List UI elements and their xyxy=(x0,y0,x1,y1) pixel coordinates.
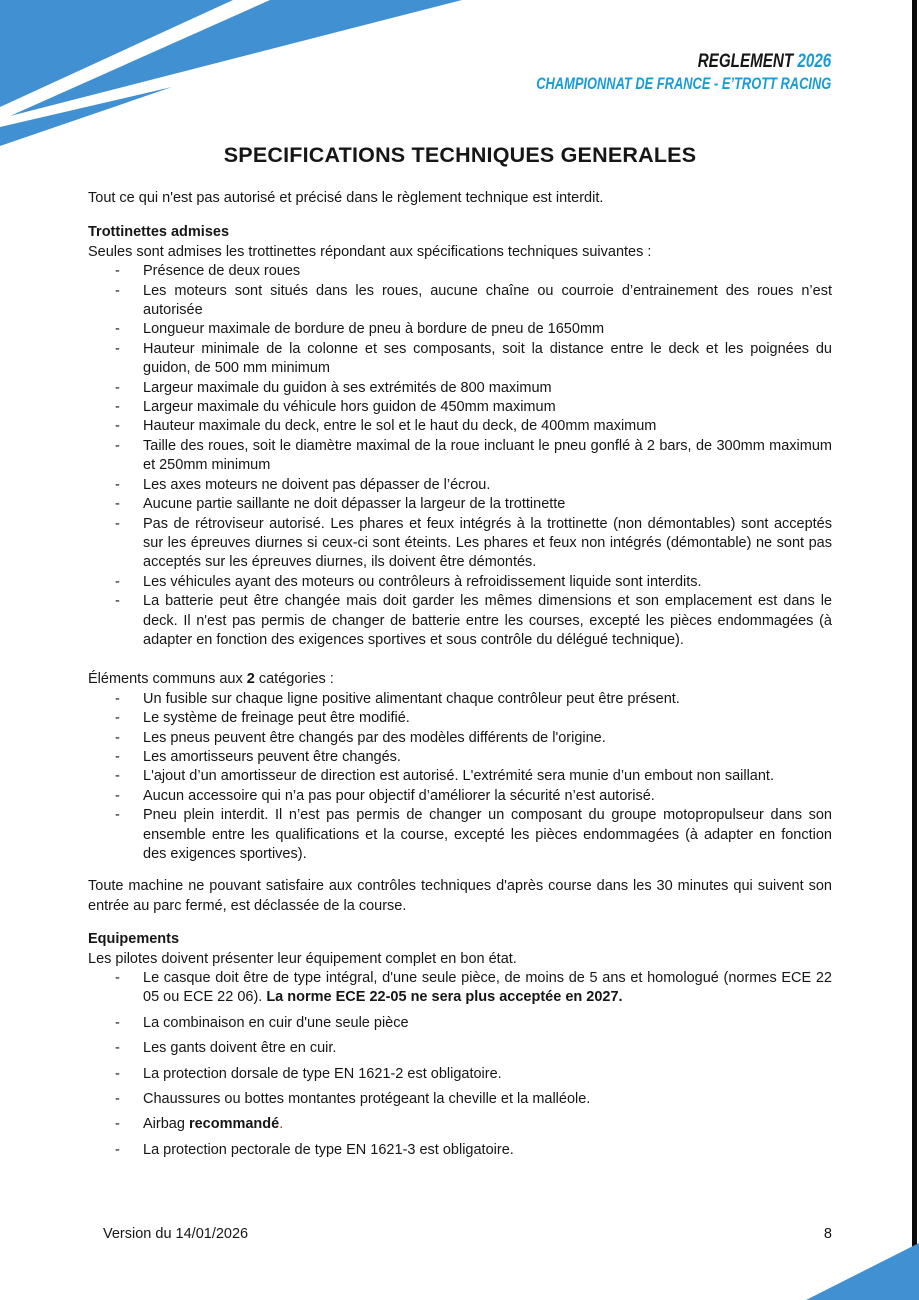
list-item xyxy=(115,1090,832,1109)
list-item-text: Chaussures ou bottes montantes protégeant la cheville et la malléole. xyxy=(143,1091,591,1108)
dash-bullet: - xyxy=(115,437,120,454)
list-item-text: Largeur maximale du véhicule hors guidon de 450mm maximum xyxy=(143,399,556,416)
intro-paragraph: Tout ce qui n'est pas autorisé et précisé dans le règlement technique est interdit. xyxy=(88,190,604,206)
dash-bullet: - xyxy=(115,1091,120,1108)
list-item-text: L'ajout d’un amortisseur de direction est autorisé. L'extrémité sera munie d’un embout non saillant. xyxy=(143,768,774,785)
parc-ferme-note: Toute machine ne pouvant satisfaire aux contrôles techniques d'après course dans les 30 minutes qui suivent son entrée au parc fermé, est déclassée de la course. xyxy=(88,878,832,914)
equipements-lead: Les pilotes doivent présenter leur équipement complet en bon état. xyxy=(88,950,517,967)
header-year: 2026 xyxy=(797,50,831,72)
dash-bullet: - xyxy=(115,496,120,513)
list-item xyxy=(115,437,832,476)
list-item xyxy=(115,282,832,321)
dash-bullet: - xyxy=(115,321,120,338)
list-item xyxy=(115,592,832,650)
list-item-text: Aucun accessoire qui n’a pas pour objectif d’améliorer la sécurité n’est autorisé. xyxy=(143,787,655,804)
right-edge-line xyxy=(912,0,917,1248)
list-item xyxy=(115,476,832,495)
communs-list xyxy=(88,690,832,865)
list-item-text: Le système de freinage peut être modifié. xyxy=(143,710,410,727)
dash-bullet: - xyxy=(115,787,120,804)
list-item-text: Pneu plein interdit. Il n’est pas permis de changer un composant du groupe motopropulseur dans son ensemble entre les qualifications et la course, excepté les pièces endommagées (à adapter en fonction des exigences sportives). xyxy=(143,807,832,862)
list-item xyxy=(115,729,832,748)
dash-bullet: - xyxy=(115,1040,120,1057)
list-item-text: La combinaison en cuir d'une seule pièce xyxy=(143,1014,409,1031)
list-item-text: Un fusible sur chaque ligne positive alimentant chaque contrôleur peut être présent. xyxy=(143,690,680,707)
trottinettes-list xyxy=(88,262,832,650)
list-item xyxy=(115,806,832,864)
dash-bullet: - xyxy=(115,807,120,824)
list-item-text: Les axes moteurs ne doivent pas dépasser de l’écrou. xyxy=(143,476,491,493)
list-item-text: Largeur maximale du guidon à ses extrémités de 800 maximum xyxy=(143,379,552,396)
page-number: 8 xyxy=(823,1226,832,1242)
dash-bullet: - xyxy=(115,1065,120,1082)
list-item xyxy=(115,1039,832,1058)
dash-bullet: - xyxy=(115,379,120,396)
list-item-text: Hauteur maximale du deck, entre le sol et le haut du deck, de 400mm maximum xyxy=(143,418,657,435)
dash-bullet: - xyxy=(115,729,120,746)
list-item xyxy=(115,709,832,728)
dash-bullet: - xyxy=(115,593,120,610)
list-item xyxy=(115,320,832,339)
list-item-text: Longueur maximale de bordure de pneu à bordure de pneu de 1650mm xyxy=(143,321,605,338)
list-item-text: Aucune partie saillante ne doit dépasser la largeur de la trottinette xyxy=(143,496,566,513)
dash-bullet: - xyxy=(115,748,120,765)
list-item xyxy=(115,495,832,514)
list-item-text: La protection dorsale de type EN 1621-2 est obligatoire. xyxy=(143,1065,502,1082)
list-item xyxy=(115,1014,832,1033)
list-item xyxy=(115,748,832,767)
dash-bullet: - xyxy=(115,263,120,280)
list-item xyxy=(115,379,832,398)
list-item-text: La batterie peut être changée mais doit garder les mêmes dimensions et son emplacement est dans le deck. Il n'est pas permis de changer de batterie entre les courses, excepté les pièces endommagées (à adapter en fonction des exigences sportives et sous contrôle du délégué technique). xyxy=(143,593,832,648)
dash-bullet: - xyxy=(115,399,120,416)
communs-heading: Éléments communs aux 2 catégories : xyxy=(88,671,334,688)
list-item-text: La protection pectorale de type EN 1621-3 est obligatoire. xyxy=(143,1141,514,1158)
header-reglement-label: REGLEMENT xyxy=(697,50,793,72)
dash-bullet: - xyxy=(115,710,120,727)
version-label: Version du 14/01/2026 xyxy=(103,1226,249,1242)
list-item xyxy=(115,515,832,573)
list-item xyxy=(115,1115,832,1134)
list-item xyxy=(115,1141,832,1160)
bottom-right-triangle xyxy=(806,1243,919,1300)
list-item xyxy=(115,398,832,417)
list-item-text: Les gants doivent être en cuir. xyxy=(143,1040,337,1057)
page-footer xyxy=(103,1226,832,1242)
list-item-text: Pas de rétroviseur autorisé. Les phares et feux intégrés à la trottinette (non démontables) sont acceptés sur les épreuves diurnes si ceux-ci sont éteints. Les phares et feux non intégrés (démontable) ne sont pas acceptés sur les épreuves diurnes, ils doivent être démontés. xyxy=(143,515,832,571)
list-item-text: Le casque doit être de type intégral, d'une seule pièce, de moins de 5 ans et homologué (normes ECE 22 05 ou ECE 22 06). La norme ECE 22-05 ne sera plus acceptée en 2027. xyxy=(143,970,832,1006)
list-item xyxy=(115,262,832,281)
list-item-text: Les moteurs sont situés dans les roues, aucune chaîne ou courroie d’entrainement des roues n’est autorisée xyxy=(143,282,832,319)
dash-bullet: - xyxy=(115,418,120,435)
dash-bullet: - xyxy=(115,768,120,785)
list-item-text: Les véhicules ayant des moteurs ou contrôleurs à refroidissement liquide sont interdits. xyxy=(143,573,702,590)
list-item-text: Hauteur minimale de la colonne et ses composants, soit la distance entre le deck et les poignées du guidon, de 500 mm minimum xyxy=(143,340,832,377)
dash-bullet: - xyxy=(115,1141,120,1158)
equipements-list xyxy=(88,969,832,1160)
list-item xyxy=(115,417,832,436)
list-item-text: Présence de deux roues xyxy=(143,263,301,280)
page-title: SPECIFICATIONS TECHNIQUES GENERALES xyxy=(223,143,697,167)
list-item xyxy=(115,969,832,1008)
list-item-text: Les pneus peuvent être changés par des modèles différents de l'origine. xyxy=(143,729,606,746)
list-item xyxy=(115,1065,832,1084)
dash-bullet: - xyxy=(115,282,120,299)
list-item-text: Taille des roues, soit le diamètre maximal de la roue incluant le pneu gonflé à 2 bars, de 300mm maximum et 250mm minimum xyxy=(143,437,832,474)
list-item-text: Airbag recommandé. xyxy=(143,1116,284,1133)
dash-bullet: - xyxy=(115,1014,120,1031)
trottinettes-heading: Trottinettes admises xyxy=(88,224,230,241)
list-item xyxy=(115,767,832,786)
trottinettes-lead: Seules sont admises les trottinettes répondant aux spécifications techniques suivantes : xyxy=(88,243,652,260)
dash-bullet: - xyxy=(115,573,120,590)
list-item-text: Les amortisseurs peuvent être changés. xyxy=(143,748,401,765)
dash-bullet: - xyxy=(115,690,120,707)
dash-bullet: - xyxy=(115,970,120,987)
list-item xyxy=(115,340,832,379)
header-championship-line: CHAMPIONNAT DE FRANCE - E’TROTT RACING xyxy=(535,75,831,94)
list-item xyxy=(115,573,832,592)
dash-bullet: - xyxy=(115,476,120,493)
dash-bullet: - xyxy=(115,340,120,357)
list-item xyxy=(115,787,832,806)
document-content xyxy=(88,0,832,1166)
dash-bullet: - xyxy=(115,515,120,532)
section-equipements xyxy=(88,930,832,1160)
equipements-heading: Equipements xyxy=(88,931,180,948)
dash-bullet: - xyxy=(115,1116,120,1133)
list-item xyxy=(115,690,832,709)
section-trottinettes xyxy=(88,223,832,650)
section-elements-communs xyxy=(88,670,832,864)
